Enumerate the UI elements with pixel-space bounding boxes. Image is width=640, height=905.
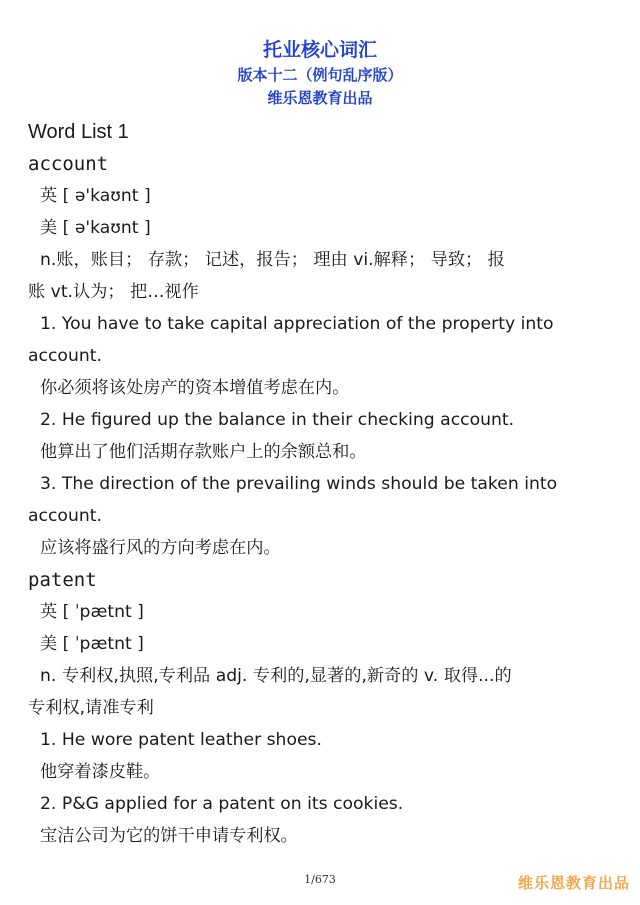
example-en: 1. You have to take capital appreciation of the property into [40,314,554,334]
vocab-entry [28,148,613,564]
example-zh: 应该将盛行风的方向考虑在内。 [40,538,281,558]
publisher-watermark: 维乐恩教育出品 [517,874,630,892]
example-en: 3. The direction of the prevailing winds should be taken into [40,474,558,494]
example-en: 2. He figured up the balance in their checking account. [40,410,515,430]
publisher-label: 维乐恩教育出品 [267,89,373,107]
word-list-title: Word List 1 [28,121,129,143]
definition-line: n.账，账目； 存款； 记述，报告； 理由 vi.解释； 导致； 报 [40,250,505,270]
edition-label: 版本十二（例句乱序版） [237,66,403,84]
headword: account [28,153,109,175]
example-zh: 宝洁公司为它的饼干申请专利权。 [40,826,298,846]
vocab-entry [28,564,613,852]
us-pronunciation: 美 [ ə'kaʊnt ] [40,218,151,238]
definition-line-continued: 专利权,请准专利 [28,698,154,718]
example-zh: 他穿着漆皮鞋。 [40,762,161,782]
us-pronunciation: 美 [ ˈpætnt ] [40,634,144,654]
example-en-continued: account. [28,506,102,526]
uk-pronunciation: 英 [ ə'kaʊnt ] [40,186,151,206]
definition-line-continued: 账 vt.认为； 把…视作 [28,282,199,302]
page-counter: 1/673 [304,873,336,886]
headword: patent [28,569,97,591]
example-en: 1. He wore patent leather shoes. [40,730,322,750]
example-zh: 他算出了他们活期存款账户上的余额总和。 [40,442,367,462]
example-zh: 你必须将该处房产的资本增值考虑在内。 [40,378,350,398]
document-title: 托业核心词汇 [262,39,377,61]
definition-line: n. 专利权,执照,专利品 adj. 专利的,显著的,新奇的 v. 取得...的 [40,666,512,686]
example-en: 2. P&G applied for a patent on its cookies. [40,794,404,814]
example-en-continued: account. [28,346,102,366]
document-header [0,36,640,110]
word-list [28,116,613,852]
uk-pronunciation: 英 [ ˈpætnt ] [40,602,144,622]
